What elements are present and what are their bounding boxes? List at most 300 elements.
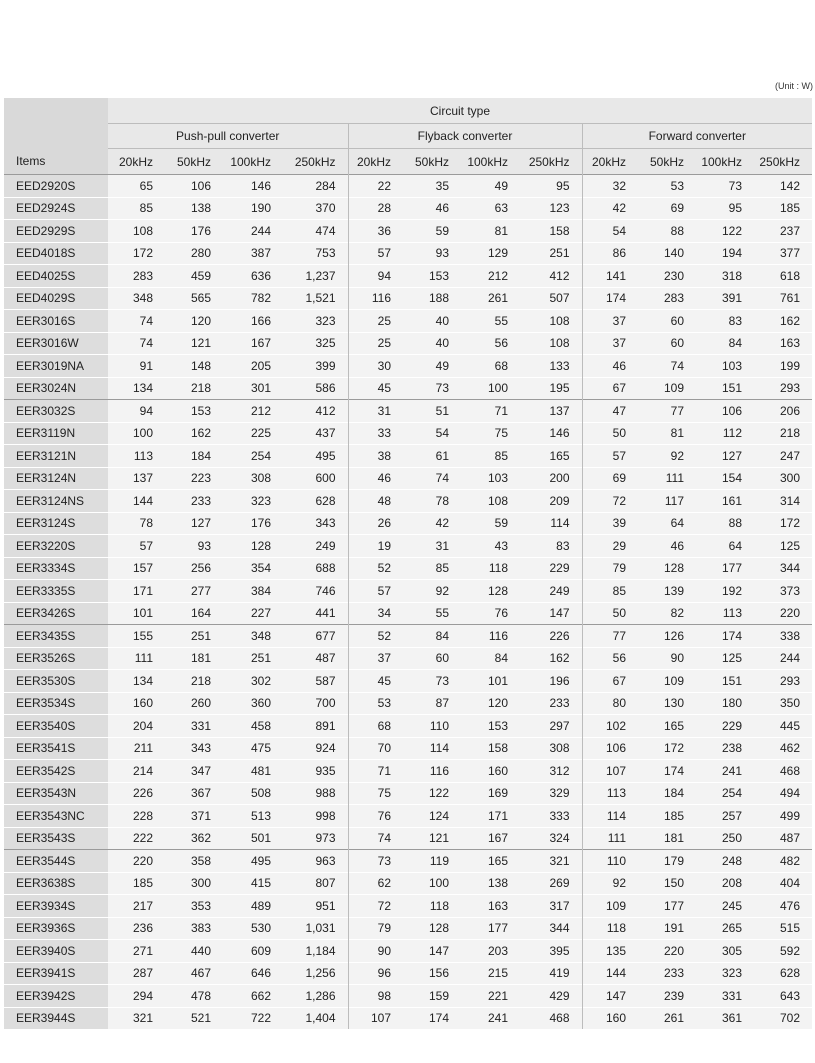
item-name-cell: EER3019NA — [4, 355, 108, 378]
table-row — [4, 467, 812, 490]
value-cell: 85 — [461, 445, 520, 468]
items-header: Items — [4, 98, 108, 175]
value-cell: 85 — [582, 580, 638, 603]
value-cell: 344 — [520, 917, 582, 940]
value-cell: 135 — [582, 940, 638, 963]
value-cell: 73 — [403, 377, 461, 400]
value-cell: 147 — [520, 602, 582, 625]
value-cell: 128 — [223, 535, 283, 558]
frequency-header-row — [4, 149, 812, 175]
value-cell: 109 — [638, 670, 696, 693]
value-cell: 30 — [348, 355, 403, 378]
value-cell: 138 — [461, 872, 520, 895]
value-cell: 31 — [403, 535, 461, 558]
value-cell: 56 — [582, 647, 638, 670]
value-cell: 251 — [520, 242, 582, 265]
value-cell: 100 — [108, 422, 165, 445]
value-cell: 475 — [223, 737, 283, 760]
value-cell: 247 — [754, 445, 812, 468]
value-cell: 233 — [638, 962, 696, 985]
value-cell: 146 — [223, 175, 283, 198]
table-row — [4, 872, 812, 895]
value-cell: 67 — [582, 377, 638, 400]
frequency-header: 20kHz — [582, 149, 638, 175]
value-cell: 162 — [520, 647, 582, 670]
value-cell: 180 — [696, 692, 754, 715]
value-cell: 212 — [461, 265, 520, 288]
value-cell: 86 — [582, 242, 638, 265]
value-cell: 218 — [165, 670, 223, 693]
item-name-cell: EER3542S — [4, 760, 108, 783]
value-cell: 194 — [696, 242, 754, 265]
item-name-cell: EER3124N — [4, 467, 108, 490]
value-cell: 83 — [520, 535, 582, 558]
value-cell: 283 — [638, 287, 696, 310]
value-cell: 82 — [638, 602, 696, 625]
value-cell: 57 — [108, 535, 165, 558]
value-cell: 51 — [403, 400, 461, 423]
value-cell: 138 — [165, 197, 223, 220]
value-cell: 25 — [348, 310, 403, 333]
value-cell: 277 — [165, 580, 223, 603]
value-cell: 191 — [638, 917, 696, 940]
value-cell: 106 — [582, 737, 638, 760]
value-cell: 154 — [696, 467, 754, 490]
value-cell: 83 — [696, 310, 754, 333]
value-cell: 171 — [461, 805, 520, 828]
value-cell: 494 — [754, 782, 812, 805]
item-name-cell: EED4029S — [4, 287, 108, 310]
value-cell: 128 — [403, 917, 461, 940]
value-cell: 57 — [582, 445, 638, 468]
table-row — [4, 895, 812, 918]
value-cell: 230 — [638, 265, 696, 288]
table-row — [4, 1007, 812, 1029]
circuit-type-header: Circuit type — [108, 98, 812, 124]
value-cell: 395 — [520, 940, 582, 963]
value-cell: 399 — [283, 355, 348, 378]
value-cell: 482 — [754, 850, 812, 873]
value-cell: 46 — [582, 355, 638, 378]
value-cell: 62 — [348, 872, 403, 895]
value-cell: 212 — [223, 400, 283, 423]
value-cell: 42 — [403, 512, 461, 535]
value-cell: 508 — [223, 782, 283, 805]
item-name-cell: EER3934S — [4, 895, 108, 918]
value-cell: 287 — [108, 962, 165, 985]
value-cell: 55 — [403, 602, 461, 625]
value-cell: 458 — [223, 715, 283, 738]
frequency-header: 50kHz — [165, 149, 223, 175]
value-cell: 106 — [165, 175, 223, 198]
value-cell: 807 — [283, 872, 348, 895]
value-cell: 172 — [638, 737, 696, 760]
value-cell: 300 — [754, 467, 812, 490]
value-cell: 628 — [283, 490, 348, 513]
value-cell: 127 — [165, 512, 223, 535]
value-cell: 108 — [108, 220, 165, 243]
value-cell: 600 — [283, 467, 348, 490]
value-cell: 121 — [403, 827, 461, 850]
value-cell: 60 — [638, 332, 696, 355]
value-cell: 118 — [403, 895, 461, 918]
value-cell: 196 — [520, 670, 582, 693]
value-cell: 324 — [520, 827, 582, 850]
value-cell: 161 — [696, 490, 754, 513]
value-cell: 122 — [696, 220, 754, 243]
frequency-header: 250kHz — [283, 149, 348, 175]
value-cell: 165 — [520, 445, 582, 468]
item-name-cell: EER3119N — [4, 422, 108, 445]
table-row — [4, 602, 812, 625]
value-cell: 110 — [403, 715, 461, 738]
table-row — [4, 265, 812, 288]
value-cell: 103 — [461, 467, 520, 490]
value-cell: 158 — [461, 737, 520, 760]
value-cell: 77 — [638, 400, 696, 423]
item-name-cell: EER3032S — [4, 400, 108, 423]
value-cell: 74 — [108, 332, 165, 355]
table-body — [4, 175, 812, 1030]
value-cell: 963 — [283, 850, 348, 873]
value-cell: 150 — [638, 872, 696, 895]
value-cell: 998 — [283, 805, 348, 828]
value-cell: 383 — [165, 917, 223, 940]
value-cell: 205 — [223, 355, 283, 378]
value-cell: 254 — [223, 445, 283, 468]
value-cell: 36 — [348, 220, 403, 243]
value-cell: 46 — [348, 467, 403, 490]
value-cell: 478 — [165, 985, 223, 1008]
value-cell: 445 — [754, 715, 812, 738]
value-cell: 323 — [223, 490, 283, 513]
value-cell: 169 — [461, 782, 520, 805]
value-cell: 37 — [582, 332, 638, 355]
value-cell: 245 — [696, 895, 754, 918]
value-cell: 72 — [582, 490, 638, 513]
value-cell: 134 — [108, 377, 165, 400]
table-row — [4, 805, 812, 828]
value-cell: 256 — [165, 557, 223, 580]
value-cell: 40 — [403, 310, 461, 333]
value-cell: 113 — [696, 602, 754, 625]
item-name-cell: EER3220S — [4, 535, 108, 558]
value-cell: 90 — [638, 647, 696, 670]
value-cell: 177 — [696, 557, 754, 580]
value-cell: 177 — [638, 895, 696, 918]
value-cell: 31 — [348, 400, 403, 423]
value-cell: 746 — [283, 580, 348, 603]
value-cell: 174 — [696, 625, 754, 648]
value-cell: 64 — [696, 535, 754, 558]
item-name-cell: EED4018S — [4, 242, 108, 265]
table-row — [4, 377, 812, 400]
value-cell: 179 — [638, 850, 696, 873]
value-cell: 25 — [348, 332, 403, 355]
value-cell: 988 — [283, 782, 348, 805]
table-row — [4, 715, 812, 738]
value-cell: 323 — [696, 962, 754, 985]
value-cell: 377 — [754, 242, 812, 265]
value-cell: 148 — [165, 355, 223, 378]
value-cell: 35 — [403, 175, 461, 198]
value-cell: 174 — [638, 760, 696, 783]
value-cell: 371 — [165, 805, 223, 828]
value-cell: 249 — [520, 580, 582, 603]
value-cell: 109 — [582, 895, 638, 918]
value-cell: 107 — [582, 760, 638, 783]
value-cell: 333 — [520, 805, 582, 828]
table-row — [4, 242, 812, 265]
value-cell: 468 — [520, 1007, 582, 1029]
value-cell: 113 — [582, 782, 638, 805]
frequency-header: 50kHz — [403, 149, 461, 175]
table-row — [4, 422, 812, 445]
value-cell: 94 — [348, 265, 403, 288]
value-cell: 74 — [638, 355, 696, 378]
value-cell: 300 — [165, 872, 223, 895]
value-cell: 151 — [696, 670, 754, 693]
value-cell: 85 — [403, 557, 461, 580]
item-name-cell: EED2920S — [4, 175, 108, 198]
frequency-header: 20kHz — [108, 149, 165, 175]
value-cell: 297 — [520, 715, 582, 738]
value-cell: 646 — [223, 962, 283, 985]
value-cell: 76 — [348, 805, 403, 828]
value-cell: 52 — [348, 557, 403, 580]
value-cell: 64 — [638, 512, 696, 535]
value-cell: 130 — [638, 692, 696, 715]
value-cell: 312 — [520, 760, 582, 783]
value-cell: 81 — [461, 220, 520, 243]
table-row — [4, 827, 812, 850]
value-cell: 155 — [108, 625, 165, 648]
value-cell: 891 — [283, 715, 348, 738]
value-cell: 117 — [638, 490, 696, 513]
value-cell: 22 — [348, 175, 403, 198]
value-cell: 437 — [283, 422, 348, 445]
item-name-cell: EER3530S — [4, 670, 108, 693]
value-cell: 92 — [582, 872, 638, 895]
value-cell: 126 — [638, 625, 696, 648]
value-cell: 195 — [520, 377, 582, 400]
value-cell: 293 — [754, 670, 812, 693]
value-cell: 120 — [461, 692, 520, 715]
value-cell: 46 — [403, 197, 461, 220]
value-cell: 144 — [582, 962, 638, 985]
value-cell: 343 — [283, 512, 348, 535]
value-cell: 176 — [165, 220, 223, 243]
value-cell: 973 — [283, 827, 348, 850]
value-cell: 185 — [108, 872, 165, 895]
item-name-cell: EER3334S — [4, 557, 108, 580]
value-cell: 373 — [754, 580, 812, 603]
value-cell: 318 — [696, 265, 754, 288]
value-cell: 387 — [223, 242, 283, 265]
value-cell: 244 — [223, 220, 283, 243]
value-cell: 618 — [754, 265, 812, 288]
value-cell: 73 — [696, 175, 754, 198]
table-row — [4, 400, 812, 423]
value-cell: 174 — [582, 287, 638, 310]
value-cell: 222 — [108, 827, 165, 850]
value-cell: 227 — [223, 602, 283, 625]
value-cell: 1,286 — [283, 985, 348, 1008]
value-cell: 151 — [696, 377, 754, 400]
value-cell: 249 — [283, 535, 348, 558]
value-cell: 283 — [108, 265, 165, 288]
value-cell: 71 — [348, 760, 403, 783]
value-cell: 163 — [754, 332, 812, 355]
value-cell: 513 — [223, 805, 283, 828]
value-cell: 360 — [223, 692, 283, 715]
value-cell: 261 — [638, 1007, 696, 1029]
value-cell: 248 — [696, 850, 754, 873]
item-name-cell: EER3936S — [4, 917, 108, 940]
value-cell: 172 — [754, 512, 812, 535]
value-cell: 185 — [754, 197, 812, 220]
value-cell: 85 — [108, 197, 165, 220]
table-row — [4, 917, 812, 940]
value-cell: 636 — [223, 265, 283, 288]
value-cell: 153 — [165, 400, 223, 423]
value-cell: 50 — [582, 602, 638, 625]
value-cell: 60 — [638, 310, 696, 333]
value-cell: 94 — [108, 400, 165, 423]
value-cell: 84 — [403, 625, 461, 648]
value-cell: 53 — [348, 692, 403, 715]
value-cell: 489 — [223, 895, 283, 918]
value-cell: 153 — [461, 715, 520, 738]
value-cell: 495 — [283, 445, 348, 468]
item-name-cell: EER3121N — [4, 445, 108, 468]
item-name-cell: EER3024N — [4, 377, 108, 400]
value-cell: 114 — [403, 737, 461, 760]
table-row — [4, 670, 812, 693]
item-name-cell: EER3435S — [4, 625, 108, 648]
value-cell: 157 — [108, 557, 165, 580]
value-cell: 700 — [283, 692, 348, 715]
value-cell: 487 — [754, 827, 812, 850]
value-cell: 241 — [461, 1007, 520, 1029]
value-cell: 40 — [403, 332, 461, 355]
value-cell: 353 — [165, 895, 223, 918]
table-row — [4, 535, 812, 558]
value-cell: 119 — [403, 850, 461, 873]
value-cell: 90 — [348, 940, 403, 963]
item-name-cell: EER3544S — [4, 850, 108, 873]
value-cell: 114 — [582, 805, 638, 828]
value-cell: 87 — [403, 692, 461, 715]
value-cell: 217 — [108, 895, 165, 918]
value-cell: 323 — [283, 310, 348, 333]
value-cell: 329 — [520, 782, 582, 805]
value-cell: 501 — [223, 827, 283, 850]
value-cell: 49 — [461, 175, 520, 198]
value-cell: 521 — [165, 1007, 223, 1029]
value-cell: 586 — [283, 377, 348, 400]
value-cell: 203 — [461, 940, 520, 963]
value-cell: 412 — [520, 265, 582, 288]
value-cell: 55 — [461, 310, 520, 333]
item-name-cell: EER3941S — [4, 962, 108, 985]
value-cell: 103 — [696, 355, 754, 378]
value-cell: 404 — [754, 872, 812, 895]
value-cell: 199 — [754, 355, 812, 378]
item-name-cell: EER3540S — [4, 715, 108, 738]
value-cell: 54 — [582, 220, 638, 243]
value-cell: 74 — [108, 310, 165, 333]
value-cell: 643 — [754, 985, 812, 1008]
value-cell: 233 — [165, 490, 223, 513]
value-cell: 293 — [754, 377, 812, 400]
value-cell: 49 — [403, 355, 461, 378]
value-cell: 321 — [520, 850, 582, 873]
frequency-header: 100kHz — [461, 149, 520, 175]
value-cell: 133 — [520, 355, 582, 378]
forward-header: Forward converter — [582, 124, 812, 149]
value-cell: 128 — [638, 557, 696, 580]
value-cell: 415 — [223, 872, 283, 895]
value-cell: 37 — [348, 647, 403, 670]
value-cell: 761 — [754, 287, 812, 310]
value-cell: 88 — [638, 220, 696, 243]
value-cell: 220 — [754, 602, 812, 625]
value-cell: 225 — [223, 422, 283, 445]
frequency-header: 20kHz — [348, 149, 403, 175]
value-cell: 74 — [403, 467, 461, 490]
value-cell: 174 — [403, 1007, 461, 1029]
value-cell: 129 — [461, 242, 520, 265]
value-cell: 280 — [165, 242, 223, 265]
value-cell: 254 — [696, 782, 754, 805]
table-row — [4, 220, 812, 243]
item-name-cell: EER3526S — [4, 647, 108, 670]
value-cell: 302 — [223, 670, 283, 693]
value-cell: 102 — [582, 715, 638, 738]
value-cell: 118 — [461, 557, 520, 580]
value-cell: 204 — [108, 715, 165, 738]
item-name-cell: EER3124NS — [4, 490, 108, 513]
value-cell: 84 — [461, 647, 520, 670]
value-cell: 26 — [348, 512, 403, 535]
value-cell: 260 — [165, 692, 223, 715]
value-cell: 1,031 — [283, 917, 348, 940]
value-cell: 308 — [520, 737, 582, 760]
item-name-cell: EER3335S — [4, 580, 108, 603]
value-cell: 250 — [696, 827, 754, 850]
value-cell: 79 — [582, 557, 638, 580]
value-cell: 223 — [165, 467, 223, 490]
value-cell: 160 — [108, 692, 165, 715]
value-cell: 162 — [754, 310, 812, 333]
value-cell: 176 — [223, 512, 283, 535]
value-cell: 113 — [108, 445, 165, 468]
table-row — [4, 512, 812, 535]
value-cell: 284 — [283, 175, 348, 198]
value-cell: 184 — [165, 445, 223, 468]
value-cell: 120 — [165, 310, 223, 333]
value-cell: 441 — [283, 602, 348, 625]
table-row — [4, 647, 812, 670]
value-cell: 200 — [520, 467, 582, 490]
value-cell: 108 — [461, 490, 520, 513]
value-cell: 164 — [165, 602, 223, 625]
value-cell: 84 — [696, 332, 754, 355]
value-cell: 609 — [223, 940, 283, 963]
value-cell: 137 — [520, 400, 582, 423]
table-row — [4, 940, 812, 963]
